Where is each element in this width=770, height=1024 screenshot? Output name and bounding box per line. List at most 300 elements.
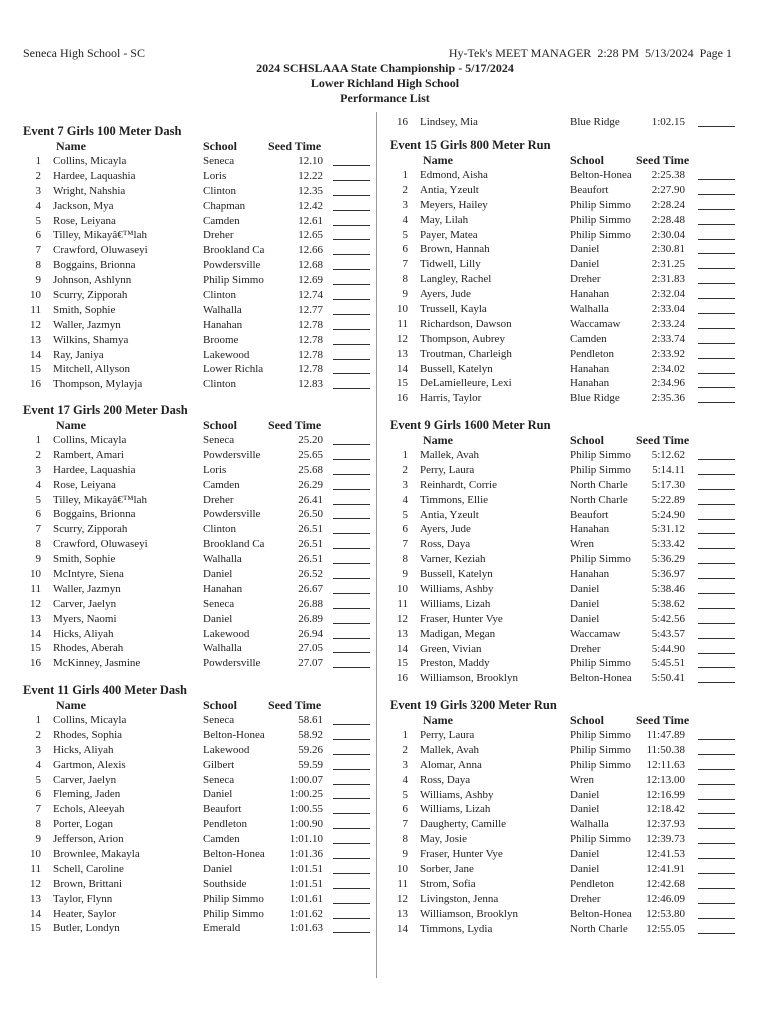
entry-row: [23, 448, 373, 463]
result-blank-line: [698, 287, 735, 299]
event-section: [23, 682, 373, 936]
result-blank-line: [333, 463, 370, 475]
result-blank-line: [698, 552, 735, 564]
result-blank-line: [333, 713, 370, 725]
entry-row: [390, 168, 740, 183]
athlete-name: Wilkins, Shamya: [53, 333, 129, 346]
entry-row: [23, 832, 373, 847]
column-header-name: Name: [423, 153, 453, 167]
entry-rank: 1: [402, 729, 408, 741]
entry-row: [23, 258, 373, 273]
athlete-name: Mallek, Avah: [420, 743, 480, 756]
athlete-name: Hicks, Aliyah: [53, 743, 114, 756]
athlete-name: Williams, Lizah: [420, 803, 491, 816]
event-section: [390, 697, 740, 936]
seed-time: 2:31.83: [651, 273, 685, 286]
entry-row: [390, 728, 740, 743]
column-header-row: [390, 713, 740, 728]
entry-rank: 12: [30, 597, 41, 610]
entry-rank: 11: [397, 597, 408, 610]
entry-rank: 2: [402, 183, 408, 196]
entry-row: [23, 377, 373, 392]
athlete-name: Scurry, Zipporah: [53, 523, 128, 536]
entry-rank: 9: [402, 568, 408, 581]
entry-row: [23, 743, 373, 758]
entry-row: [23, 802, 373, 817]
entry-rank: 15: [30, 642, 41, 655]
athlete-school: Walhalla: [570, 303, 609, 316]
entry-row: [390, 228, 740, 243]
athlete-school: North Charle: [570, 478, 628, 491]
seed-time: 2:33.74: [651, 332, 685, 345]
entry-rank: 4: [35, 478, 41, 491]
entry-row: [23, 362, 373, 377]
seed-time: 12.74: [298, 289, 323, 302]
result-blank-line: [698, 788, 735, 800]
seed-time: 5:14.11: [652, 463, 685, 476]
result-blank-line: [698, 508, 735, 520]
athlete-name: Williams, Lizah: [420, 597, 491, 610]
athlete-school: Pendleton: [570, 347, 614, 360]
entry-rank: 14: [30, 627, 41, 640]
entry-row: [23, 537, 373, 552]
athlete-school: Lakewood: [203, 743, 250, 756]
athlete-school: Camden: [570, 332, 607, 345]
result-blank-line: [333, 493, 370, 505]
seed-time: 26.67: [298, 582, 323, 595]
event-title: Event 9 Girls 1600 Meter Run: [390, 418, 551, 432]
athlete-school: Lakewood: [203, 627, 250, 640]
athlete-name: Ray, Janiya: [53, 348, 104, 361]
athlete-name: Gartmon, Alexis: [53, 758, 126, 771]
seed-time: 1:01.51: [289, 862, 323, 875]
entry-row: [23, 493, 373, 508]
entry-row: [23, 433, 373, 448]
seed-time: 5:17.30: [651, 478, 685, 491]
seed-time: 2:27.90: [651, 183, 685, 196]
seed-time: 58.92: [298, 728, 323, 741]
result-blank-line: [698, 257, 735, 269]
result-blank-line: [698, 758, 735, 770]
entry-row: [23, 478, 373, 493]
athlete-school: Daniel: [570, 583, 600, 596]
athlete-name: Tilley, Mikayâ€™lah: [53, 229, 147, 242]
entry-row: [390, 567, 740, 582]
athlete-name: Strom, Sofia: [420, 877, 476, 890]
entry-rank: 1: [35, 434, 41, 446]
column-header-school: School: [203, 139, 238, 153]
athlete-school: Loris: [203, 169, 227, 182]
athlete-name: Rose, Leiyana: [53, 214, 116, 227]
entry-row: [390, 877, 740, 892]
seed-time: 12:46.09: [646, 892, 685, 905]
seed-time: 1:01.51: [289, 877, 323, 890]
athlete-name: Waller, Jazmyn: [53, 318, 121, 331]
entry-rank: 11: [30, 303, 41, 316]
athlete-school: Daniel: [570, 612, 600, 625]
result-blank-line: [333, 303, 370, 315]
entry-rank: 3: [35, 743, 41, 756]
result-blank-line: [333, 787, 370, 799]
entry-rank: 7: [35, 244, 41, 257]
entry-rank: 7: [35, 803, 41, 816]
seed-time: 2:30.81: [651, 243, 685, 256]
seed-time: 1:01.62: [289, 907, 323, 920]
entry-rank: 3: [402, 758, 408, 771]
entry-rank: 10: [397, 863, 408, 876]
result-blank-line: [333, 214, 370, 226]
athlete-school: Belton-Honea: [203, 848, 265, 861]
athlete-name: Perry, Laura: [420, 463, 475, 476]
seed-time: 2:33.92: [651, 347, 685, 360]
entry-row: [23, 552, 373, 567]
seed-time: 12.83: [298, 378, 323, 391]
result-blank-line: [698, 802, 735, 814]
seed-time: 5:38.62: [651, 597, 685, 610]
entry-rank: 16: [397, 392, 408, 405]
result-blank-line: [333, 169, 370, 181]
result-blank-line: [333, 627, 370, 639]
seed-time: 26.29: [298, 478, 323, 491]
result-blank-line: [333, 802, 370, 814]
entry-rank: 9: [35, 833, 41, 846]
athlete-school: Philip Simmo: [570, 228, 631, 241]
seed-time: 27.07: [298, 657, 323, 670]
result-blank-line: [698, 332, 735, 344]
entry-rank: 3: [35, 184, 41, 197]
column-header-seed: Seed Time: [636, 433, 690, 447]
athlete-name: Myers, Naomi: [53, 612, 117, 625]
result-blank-line: [698, 671, 735, 683]
athlete-name: Crawford, Oluwaseyi: [53, 244, 148, 257]
entry-rank: 15: [397, 657, 408, 670]
entry-row: [390, 332, 740, 347]
athlete-school: Belton-Honea: [570, 907, 632, 920]
seed-time: 5:45.51: [651, 657, 685, 670]
athlete-name: McKinney, Jasmine: [53, 657, 141, 670]
seed-time: 5:42.56: [651, 612, 685, 625]
entry-rank: 12: [30, 318, 41, 331]
entry-rank: 5: [35, 773, 41, 786]
athlete-name: Green, Vivian: [420, 642, 482, 655]
result-blank-line: [698, 862, 735, 874]
result-blank-line: [698, 922, 735, 934]
entry-rank: 12: [397, 892, 408, 905]
athlete-school: Hanahan: [570, 288, 610, 301]
seed-time: 5:36.29: [651, 553, 685, 566]
seed-time: 12.22: [298, 169, 323, 182]
entry-row: [23, 463, 373, 478]
athlete-school: Daniel: [570, 243, 600, 256]
result-blank-line: [333, 567, 370, 579]
athlete-school: Daniel: [570, 803, 600, 816]
athlete-name: McIntyre, Siena: [53, 568, 124, 581]
result-blank-line: [333, 641, 370, 653]
entry-row: [390, 493, 740, 508]
entry-row: [23, 348, 373, 363]
entry-row: [23, 154, 373, 169]
entry-rank: 5: [402, 788, 408, 801]
entry-row: [390, 198, 740, 213]
athlete-school: Clinton: [203, 378, 237, 391]
athlete-school: Powdersville: [203, 448, 261, 461]
seed-time: 26.51: [298, 523, 323, 536]
athlete-name: Porter, Logan: [53, 818, 114, 831]
column-header-name: Name: [423, 713, 453, 727]
athlete-name: Scurry, Zipporah: [53, 289, 128, 302]
entry-rank: 6: [35, 229, 41, 242]
event-title: Event 7 Girls 100 Meter Dash: [23, 124, 182, 138]
athlete-name: Hardee, Laquashia: [53, 169, 136, 182]
seed-time: 12:53.80: [646, 907, 685, 920]
athlete-name: Thompson, Aubrey: [420, 332, 505, 345]
seed-time: 12.77: [298, 303, 323, 316]
entry-row: [23, 787, 373, 802]
entry-row: [23, 641, 373, 656]
entry-row: [23, 567, 373, 582]
entry-row: [390, 242, 740, 257]
seed-time: 2:34.02: [651, 362, 685, 375]
result-blank-line: [698, 478, 735, 490]
column-header-name: Name: [423, 433, 453, 447]
athlete-school: Brookland Ca: [203, 538, 265, 551]
seed-time: 2:32.04: [651, 288, 685, 301]
athlete-school: Walhalla: [203, 553, 242, 566]
athlete-school: Brookland Ca: [203, 244, 265, 257]
entry-rank: 6: [402, 523, 408, 536]
result-blank-line: [698, 362, 735, 374]
entry-row: [23, 288, 373, 303]
athlete-name: Collins, Micayla: [53, 434, 127, 446]
result-blank-line: [333, 817, 370, 829]
entry-row: [23, 597, 373, 612]
entry-rank: 14: [397, 922, 408, 935]
athlete-school: Dreher: [570, 892, 601, 905]
entry-rank: 11: [397, 317, 408, 330]
seed-time: 1:01.61: [289, 892, 323, 905]
entry-row: [23, 199, 373, 214]
entry-row: [23, 582, 373, 597]
column-header-seed: Seed Time: [636, 153, 690, 167]
seed-time: 1:00.55: [289, 803, 323, 816]
entry-rank: 11: [30, 862, 41, 875]
entry-row: [390, 376, 740, 391]
athlete-name: Carver, Jaelyn: [53, 773, 117, 786]
athlete-school: Philip Simmo: [570, 743, 631, 756]
athlete-school: Chapman: [203, 199, 246, 212]
athlete-school: Clinton: [203, 523, 237, 536]
result-blank-line: [698, 582, 735, 594]
seed-time: 1:00.25: [289, 788, 323, 801]
seed-time: 1:01.36: [289, 848, 323, 861]
athlete-name: Madigan, Megan: [420, 627, 496, 640]
athlete-name: DeLamielleure, Lexi: [420, 377, 512, 390]
result-blank-line: [333, 597, 370, 609]
entry-rank: 7: [402, 258, 408, 271]
athlete-school: Walhalla: [570, 818, 609, 831]
result-blank-line: [333, 832, 370, 844]
athlete-name: May, Lilah: [420, 213, 469, 226]
seed-time: 25.20: [298, 434, 323, 446]
result-blank-line: [698, 567, 735, 579]
entry-rank: 8: [35, 259, 41, 272]
entry-rank: 7: [35, 523, 41, 536]
seed-time: 12.10: [298, 155, 323, 167]
athlete-school: Daniel: [203, 612, 233, 625]
athlete-name: Hardee, Laquashia: [53, 463, 136, 476]
athlete-school: Pendleton: [203, 818, 247, 831]
entry-rank: 8: [402, 833, 408, 846]
entry-rank: 3: [35, 463, 41, 476]
entry-rank: 4: [35, 758, 41, 771]
entry-rank: 8: [402, 553, 408, 566]
seed-time: 2:34.96: [651, 377, 685, 390]
seed-time: 2:31.25: [651, 258, 685, 271]
entry-row: [390, 287, 740, 302]
athlete-name: Lindsey, Mia: [420, 116, 478, 128]
result-blank-line: [333, 258, 370, 270]
result-blank-line: [333, 507, 370, 519]
result-blank-line: [333, 773, 370, 785]
result-blank-line: [698, 168, 735, 180]
athlete-name: Sorber, Jane: [420, 863, 474, 876]
athlete-school: Hanahan: [203, 318, 243, 331]
result-blank-line: [333, 288, 370, 300]
entry-rank: 2: [35, 728, 41, 741]
athlete-school: Seneca: [203, 714, 235, 726]
result-blank-line: [698, 391, 735, 403]
athlete-name: Brownlee, Makayla: [53, 848, 140, 861]
athlete-school: Philip Simmo: [203, 892, 264, 905]
athlete-name: Carver, Jaelyn: [53, 597, 117, 610]
entry-row: [390, 597, 740, 612]
seed-time: 26.51: [298, 553, 323, 566]
venue-title: Lower Richland High School: [310, 76, 460, 90]
athlete-name: Heater, Saylor: [53, 907, 117, 920]
entry-rank: 11: [30, 582, 41, 595]
seed-time: 5:22.89: [651, 493, 685, 506]
entry-rank: 6: [35, 508, 41, 521]
athlete-school: Powdersville: [203, 259, 261, 272]
athlete-school: Loris: [203, 463, 227, 476]
result-blank-line: [698, 877, 735, 889]
entry-row: [390, 183, 740, 198]
result-blank-line: [698, 317, 735, 329]
athlete-school: Dreher: [570, 273, 601, 286]
seed-time: 5:33.42: [651, 538, 685, 551]
seed-time: 26.94: [298, 627, 323, 640]
athlete-name: Wright, Nahshia: [53, 184, 126, 197]
athlete-name: Fraser, Hunter Vye: [420, 612, 503, 625]
event-section: [390, 137, 740, 406]
entry-rank: 2: [402, 463, 408, 476]
result-blank-line: [333, 522, 370, 534]
seed-time: 26.50: [298, 508, 323, 521]
seed-time: 5:43.57: [651, 627, 685, 640]
seed-time: 1:00.90: [289, 818, 323, 831]
column-header-seed: Seed Time: [268, 698, 322, 712]
seed-time: 2:28.24: [651, 198, 685, 211]
seed-time: 59.59: [298, 758, 323, 771]
athlete-school: Wren: [570, 538, 594, 551]
column-header-school: School: [203, 418, 238, 432]
result-blank-line: [333, 877, 370, 889]
athlete-name: Rambert, Amari: [53, 448, 124, 461]
result-blank-line: [333, 348, 370, 360]
athlete-name: Fleming, Jaden: [53, 788, 121, 801]
seed-time: 5:12.62: [651, 449, 685, 461]
entry-rank: 1: [35, 714, 41, 726]
entry-row: [390, 758, 740, 773]
result-blank-line: [333, 362, 370, 374]
athlete-name: Boggains, Brionna: [53, 259, 136, 272]
athlete-school: Hanahan: [203, 582, 243, 595]
result-blank-line: [333, 333, 370, 345]
athlete-name: Bussell, Katelyn: [420, 568, 493, 581]
seed-time: 12.78: [298, 318, 323, 331]
athlete-school: Belton-Honea: [570, 672, 632, 685]
athlete-school: Philip Simmo: [203, 907, 264, 920]
seed-time: 5:38.46: [651, 583, 685, 596]
entry-row: [390, 862, 740, 877]
result-blank-line: [333, 758, 370, 770]
athlete-name: Smith, Sophie: [53, 553, 116, 566]
entry-rank: 6: [402, 243, 408, 256]
athlete-school: Lower Richla: [203, 363, 264, 376]
entry-row: [390, 627, 740, 642]
seed-time: 25.65: [298, 448, 323, 461]
result-blank-line: [333, 656, 370, 668]
entry-rank: 14: [397, 642, 408, 655]
entry-rank: 10: [30, 289, 41, 302]
entry-rank: 5: [402, 508, 408, 521]
entry-row: [390, 773, 740, 788]
athlete-name: Williamson, Brooklyn: [420, 672, 518, 685]
entry-row: [390, 448, 740, 463]
athlete-name: Preston, Maddy: [420, 657, 490, 670]
entry-row: [390, 922, 740, 937]
entry-row: [23, 877, 373, 892]
athlete-name: Williamson, Brooklyn: [420, 907, 518, 920]
athlete-school: Camden: [203, 833, 240, 846]
entry-row: [390, 552, 740, 567]
entry-row: [390, 832, 740, 847]
result-blank-line: [333, 184, 370, 196]
athlete-school: Pendleton: [570, 877, 614, 890]
athlete-name: Mitchell, Allyson: [53, 363, 130, 376]
result-blank-line: [333, 862, 370, 874]
athlete-school: Seneca: [203, 434, 235, 446]
entry-rank: 13: [397, 347, 408, 360]
athlete-school: Camden: [203, 214, 240, 227]
athlete-school: Daniel: [203, 862, 233, 875]
entry-rank: 15: [30, 363, 41, 376]
athlete-school: Daniel: [570, 788, 600, 801]
athlete-name: Brown, Brittani: [53, 877, 123, 890]
athlete-school: Walhalla: [203, 642, 242, 655]
event-title: Event 17 Girls 200 Meter Dash: [23, 403, 188, 417]
seed-time: 12:11.63: [646, 758, 685, 771]
entry-rank: 1: [402, 449, 408, 461]
entry-rank: 12: [397, 332, 408, 345]
athlete-school: Daniel: [203, 788, 233, 801]
entry-row: [390, 302, 740, 317]
seed-time: 1:01.63: [289, 922, 323, 935]
seed-time: 5:44.90: [651, 642, 685, 655]
entry-rank: 4: [402, 773, 408, 786]
entry-rank: 9: [402, 288, 408, 301]
athlete-name: Smith, Sophie: [53, 303, 116, 316]
